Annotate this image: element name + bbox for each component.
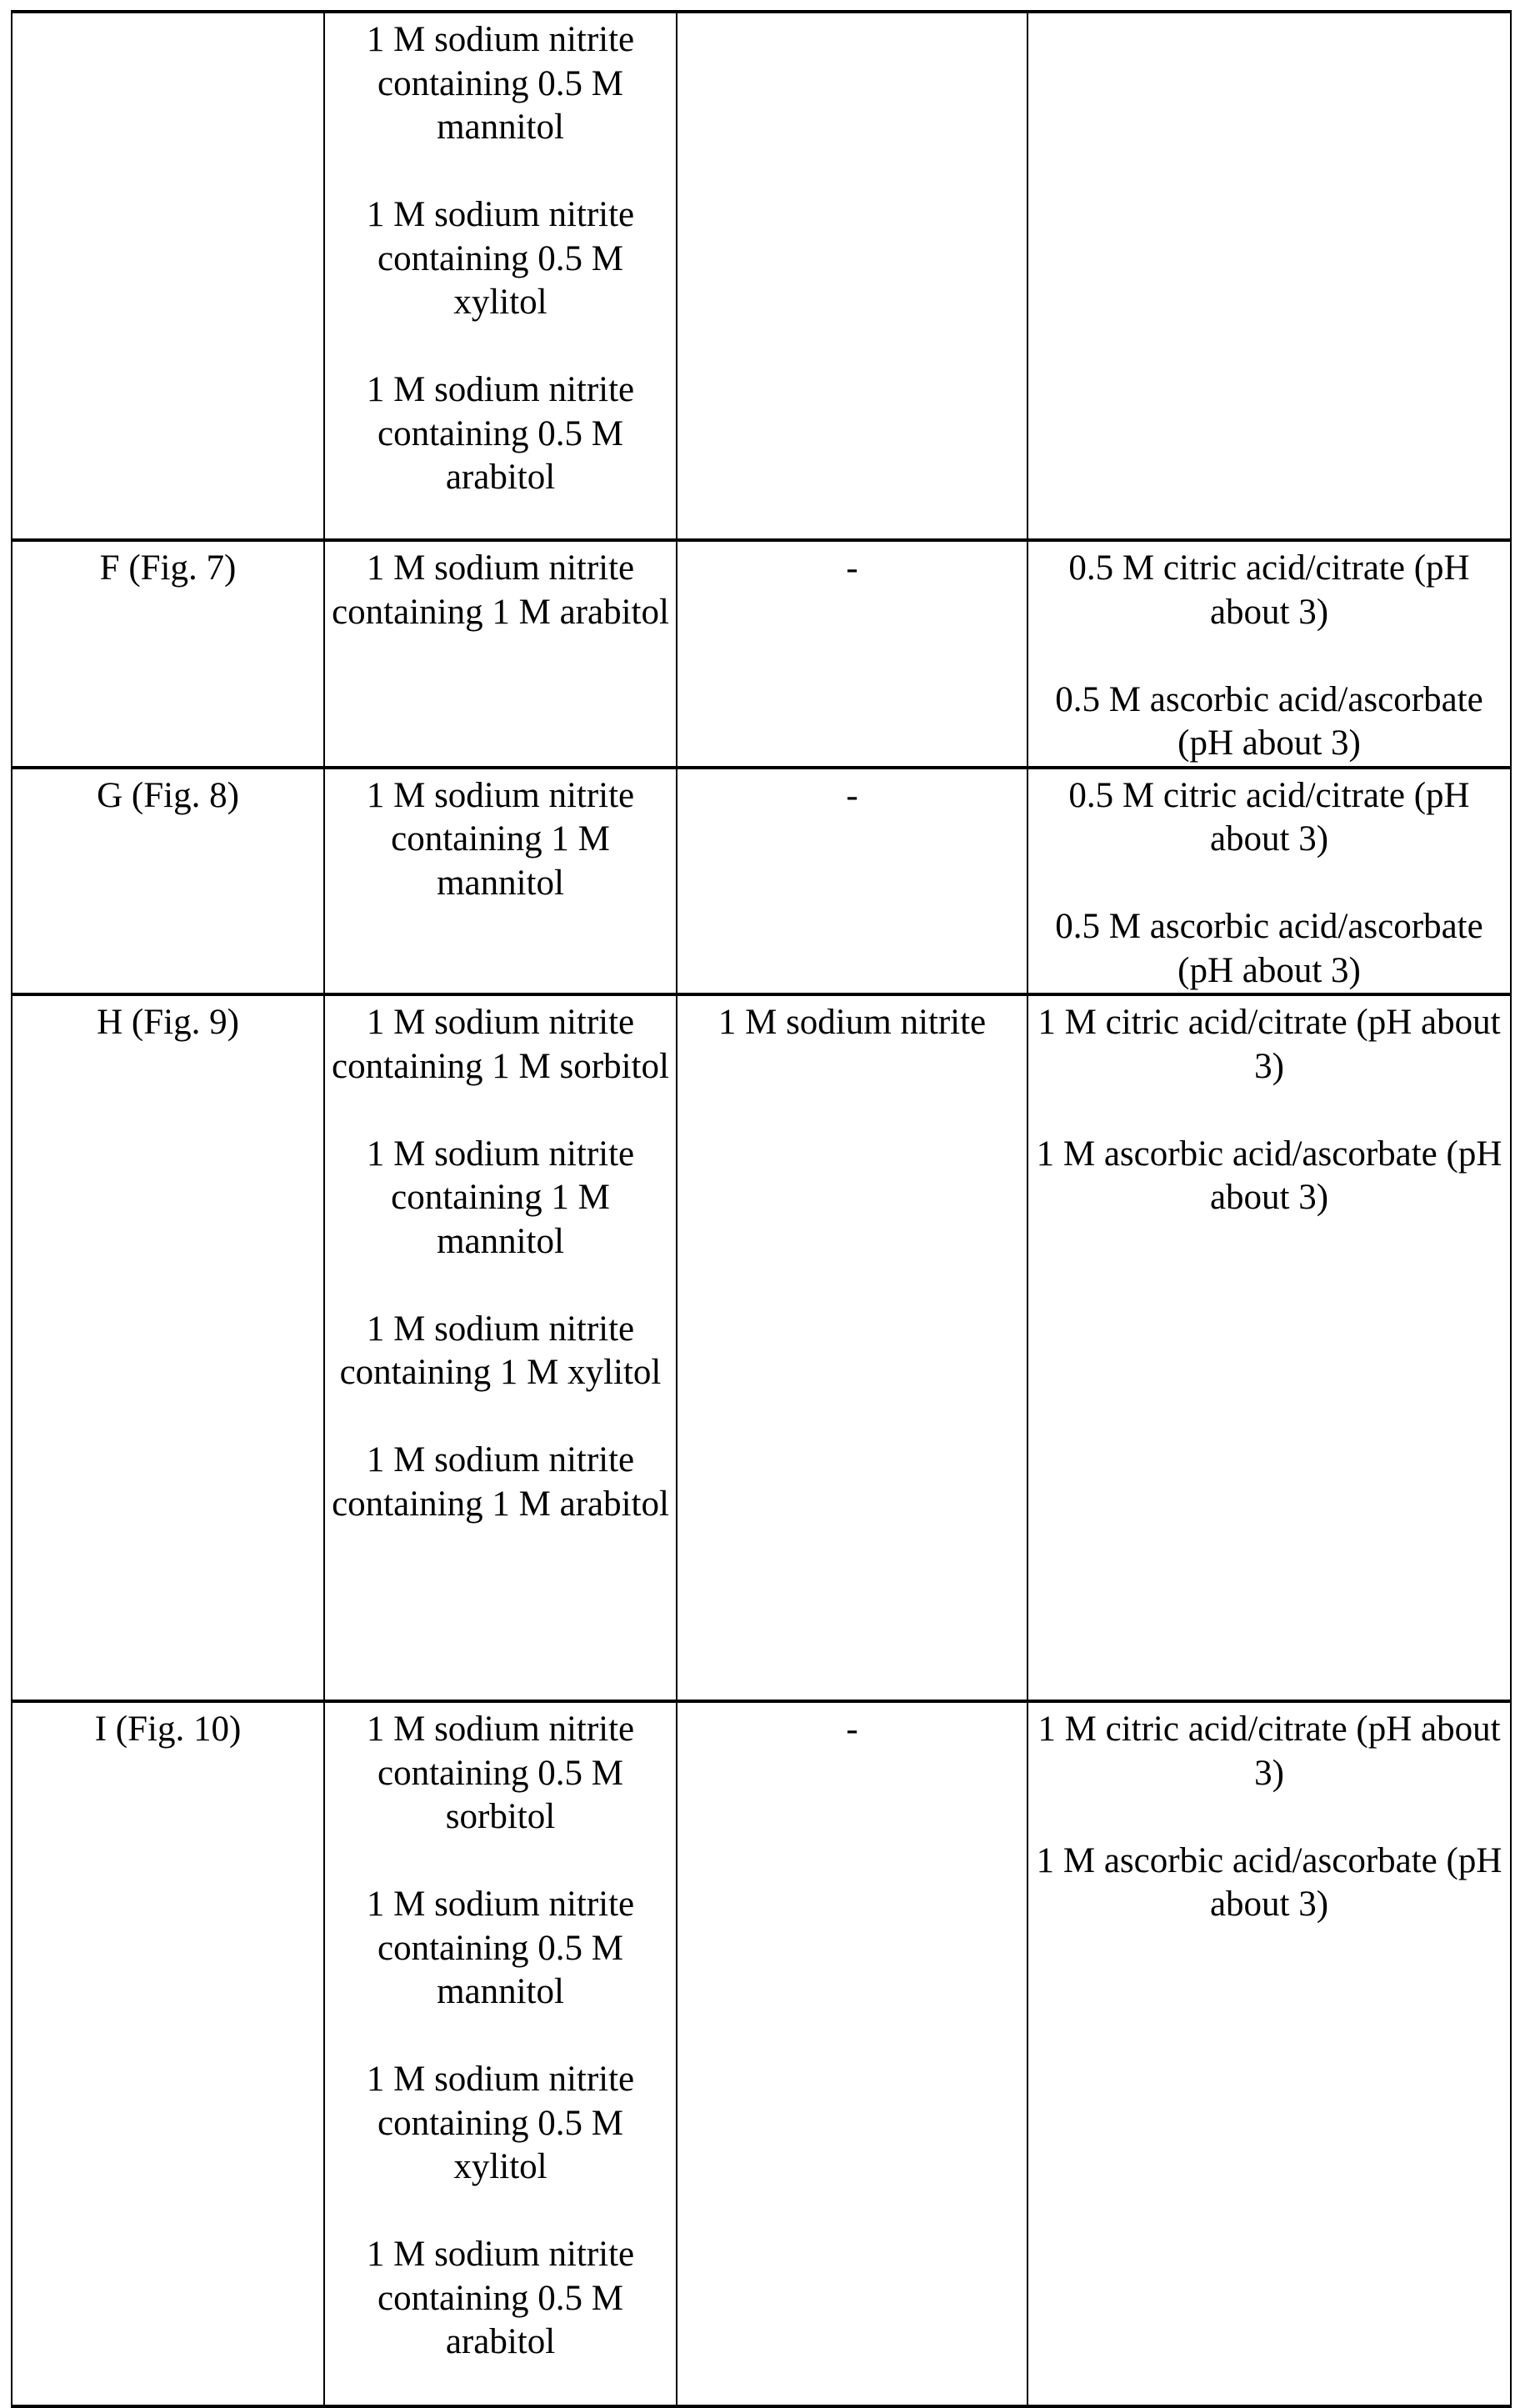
acid-composition-cell [1028, 540, 1511, 768]
formulation-table [11, 10, 1512, 2408]
cell-paragraph: - [682, 774, 1022, 819]
cell-paragraph: 1 M sodium nitrite containing 1 M mannitol [330, 774, 671, 906]
cell-paragraph: 1 M sodium nitrite containing 1 M arabitol [330, 1439, 671, 1526]
nitrite-composition-cell [324, 768, 677, 995]
acid-composition-cell [1028, 768, 1511, 995]
acid-composition-cell [1028, 994, 1511, 1701]
additional-nitrite-cell [677, 1701, 1028, 2406]
table-row [12, 1701, 1511, 2406]
cell-paragraph: - [682, 547, 1022, 591]
cell-paragraph: 1 M sodium nitrite containing 1 M xylitol [330, 1308, 671, 1395]
cell-paragraph: 1 M sodium nitrite containing 0.5 M mannitol [330, 18, 671, 150]
additional-nitrite-cell [677, 540, 1028, 768]
example-label-cell [12, 12, 324, 540]
example-label-cell: G (Fig. 8) [12, 768, 324, 995]
table-row [12, 12, 1511, 540]
cell-paragraph: 0.5 M ascorbic acid/ascorbate (pH about 3) [1033, 678, 1505, 766]
cell-paragraph: 1 M citric acid/citrate (pH about 3) [1033, 1001, 1505, 1089]
cell-paragraph: 1 M ascorbic acid/ascorbate (pH about 3) [1033, 1840, 1505, 1927]
table-row [12, 994, 1511, 1701]
cell-paragraph: 1 M ascorbic acid/ascorbate (pH about 3) [1033, 1133, 1505, 1220]
acid-composition-cell [1028, 12, 1511, 540]
table-row [12, 540, 1511, 768]
nitrite-composition-cell [324, 1701, 677, 2406]
cell-paragraph: 1 M sodium nitrite containing 1 M sorbitol [330, 1001, 671, 1089]
example-label-cell: H (Fig. 9) [12, 994, 324, 1701]
cell-paragraph: 1 M sodium nitrite containing 0.5 M xylitol [330, 2058, 671, 2190]
cell-paragraph: 1 M sodium nitrite [682, 1001, 1022, 1045]
example-label-cell: F (Fig. 7) [12, 540, 324, 768]
cell-paragraph: 1 M sodium nitrite containing 1 M arabitol [330, 547, 671, 634]
cell-paragraph: 1 M sodium nitrite containing 0.5 M sorbitol [330, 1708, 671, 1840]
cell-paragraph: 0.5 M citric acid/citrate (pH about 3) [1033, 547, 1505, 634]
acid-composition-cell [1028, 1701, 1511, 2406]
cell-paragraph: 0.5 M ascorbic acid/ascorbate (pH about 3) [1033, 905, 1505, 993]
cell-paragraph: 1 M sodium nitrite containing 0.5 M arabitol [330, 2233, 671, 2365]
additional-nitrite-cell [677, 12, 1028, 540]
cell-paragraph: - [682, 1708, 1022, 1752]
additional-nitrite-cell [677, 994, 1028, 1701]
cell-paragraph: 1 M citric acid/citrate (pH about 3) [1033, 1708, 1505, 1795]
example-label-cell: I (Fig. 10) [12, 1701, 324, 2406]
additional-nitrite-cell [677, 768, 1028, 995]
nitrite-composition-cell [324, 540, 677, 768]
nitrite-composition-cell [324, 994, 677, 1701]
cell-paragraph: 1 M sodium nitrite containing 0.5 M arabitol [330, 368, 671, 500]
cell-paragraph: 1 M sodium nitrite containing 1 M mannitol [330, 1133, 671, 1264]
cell-paragraph: 0.5 M citric acid/citrate (pH about 3) [1033, 774, 1505, 862]
table-row [12, 768, 1511, 995]
cell-paragraph: 1 M sodium nitrite containing 0.5 M mannitol [330, 1883, 671, 2015]
nitrite-composition-cell [324, 12, 677, 540]
cell-paragraph: 1 M sodium nitrite containing 0.5 M xylitol [330, 193, 671, 325]
